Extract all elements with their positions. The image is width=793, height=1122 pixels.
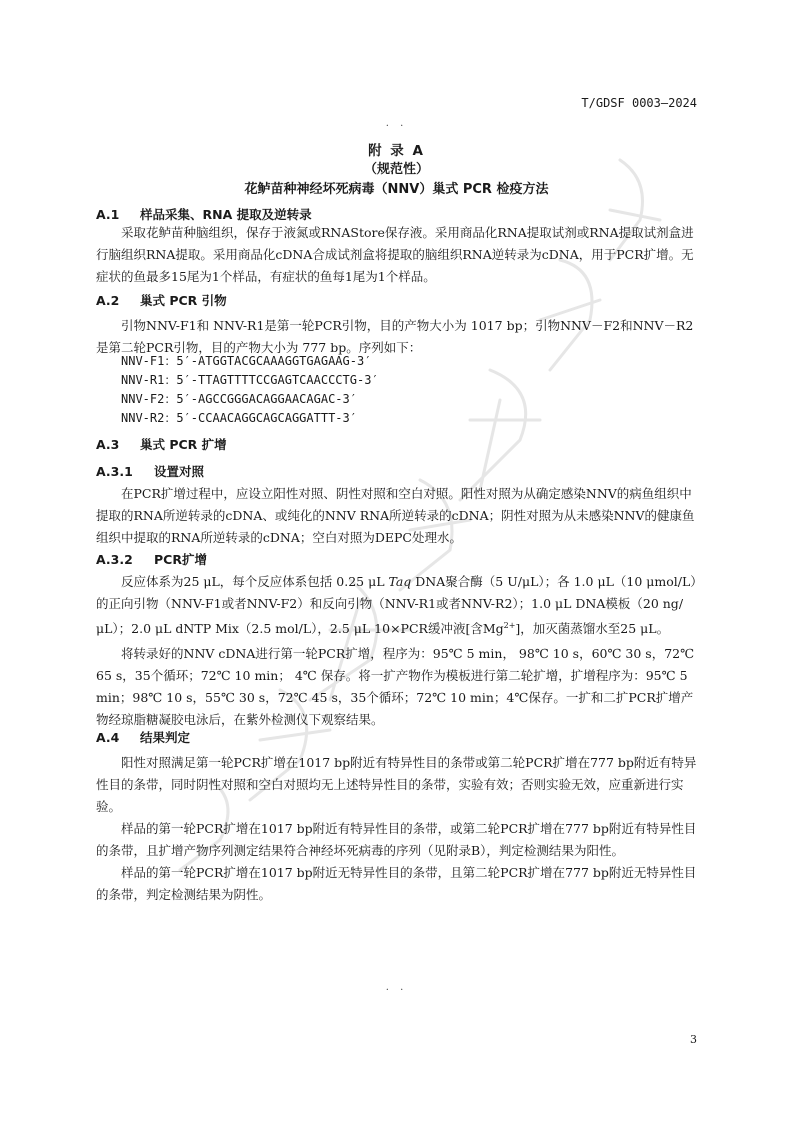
top-dots: . .: [385, 118, 408, 129]
primer-sequence: NNV-R1：5′-TTAGTTTTCCGAGTCAACCCTG-3′: [121, 373, 379, 387]
section-number: A.3.2: [96, 552, 133, 567]
section-a2-heading: [96, 291, 227, 309]
section-number: A.3: [96, 437, 120, 452]
italic-term: Taq: [388, 574, 412, 589]
section-a1-heading: [96, 205, 312, 223]
bottom-dots: . .: [385, 982, 408, 993]
text-run: DNA聚合酶（5 U/μL）；各 1.0 μL（10 μmol/L）的正向引物（NNV-F1或者NNV-F2）和反向引物（NNV-R1或者NNV-R2）；1.0 μL DNA模板（20 ng/μL）；2.0 μL dNTP Mix（2.5 mol/L），2.5 μL 10×PCR缓冲液[含Mg: [96, 574, 697, 637]
section-title: 样品采集、RNA 提取及逆转录: [140, 207, 312, 222]
page-number: 3: [690, 1033, 697, 1046]
superscript: 2+: [503, 621, 516, 630]
section-number: A.1: [96, 207, 120, 222]
paragraph: 引物NNV-F1和 NNV-R1是第一轮PCR引物，目的产物大小为 1017 bp；引物NNV－F2和NNV－R2是第二轮PCR引物，目的产物大小为 777 bp。序列如下：: [96, 318, 694, 355]
section-number: A.2: [96, 293, 120, 308]
section-a32-heading: [96, 550, 207, 568]
section-title: 巢式 PCR 扩增: [140, 437, 227, 452]
section-a3-heading: [96, 435, 227, 453]
primer-sequence: NNV-R2：5′-CCAACAGGCAGCAGGATTT-3′: [121, 411, 357, 425]
paragraph: 在PCR扩增过程中，应设立阳性对照、阴性对照和空白对照。阳性对照为从确定感染NNV的病鱼组织中提取的RNA所逆转录的cDNA、或纯化的NNV RNA所逆转录的cDNA；阴性对照为从未感染NNV的健康鱼组织中提取的RNA所逆转录的cDNA；空白对照为DEPC处理水。: [96, 486, 695, 545]
primer-sequence: NNV-F1：5′-ATGGTACGCAAAGGTGAGAAG-3′: [121, 354, 372, 368]
text-run: ]，加灭菌蒸馏水至25 μL。: [515, 621, 670, 637]
paragraph: 阳性对照满足第一轮PCR扩增在1017 bp附近有特异性目的条带或第二轮PCR扩增在777 bp附近有特异性目的条带，同时阴性对照和空白对照均无上述特异性目的条带，实验有效；否则实验无效，应重新进行实验。: [96, 755, 697, 814]
section-title: 巢式 PCR 引物: [140, 293, 227, 308]
text-run: 反应体系为25 μL，每个反应体系包括 0.25 μL: [121, 574, 389, 589]
section-a31-heading: [96, 462, 204, 480]
annex-title: 附 录 A: [368, 143, 425, 159]
section-title: 结果判定: [140, 730, 191, 745]
section-a4-heading: [96, 728, 190, 746]
section-title: 设置对照: [154, 464, 205, 479]
annex-type: （规范性）: [363, 162, 429, 177]
primer-sequence: NNV-F2：5′-AGCCGGGACAGGAACAGAC-3′: [121, 392, 357, 406]
section-title: PCR扩增: [154, 552, 207, 567]
paragraph: 样品的第一轮PCR扩增在1017 bp附近有特异性目的条带，或第二轮PCR扩增在777 bp附近有特异性目的条带，且扩增产物序列测定结果符合神经坏死病毒的序列（见附录B），判定检测结果为阳性。: [96, 821, 697, 858]
document-number: T/GDSF 0003—2024: [581, 96, 697, 110]
paragraph: 采取花鲈苗种脑组织，保存于液氮或RNAStore保存液。采用商品化RNA提取试剂或RNA提取试剂盒进行脑组织RNA提取。采用商品化cDNA合成试剂盒将提取的脑组织RNA逆转录为cDNA，用于PCR扩增。无症状的鱼最多15尾为1个样品，有症状的鱼每1尾为1个样品。: [96, 225, 694, 284]
section-number: A.4: [96, 730, 120, 745]
paragraph: [96, 571, 698, 640]
section-number: A.3.1: [96, 464, 133, 479]
paragraph: 样品的第一轮PCR扩增在1017 bp附近无特异性目的条带，且第二轮PCR扩增在777 bp附近无特异性目的条带，判定检测结果为阴性。: [96, 865, 697, 902]
annex-subject: 花鲈苗种神经坏死病毒（NNV）巢式 PCR 检疫方法: [244, 182, 549, 197]
primer-list: [121, 352, 379, 428]
paragraph: 将转录好的NNV cDNA进行第一轮PCR扩增，程序为：95℃ 5 min， 98℃ 10 s，60℃ 30 s，72℃ 65 s，35个循环；72℃ 10 min； 4℃ 保存。将一扩产物作为模板进行第二轮扩增，扩增程序为：95℃ 5 min；98℃ 10 s，55℃ 30 s，72℃ 45 s，35个循环；72℃ 10 min；4℃保存。一扩和二扩PCR扩增产物经琼脂糖凝胶电泳后，在紫外检测仪下观察结果。: [96, 646, 695, 727]
